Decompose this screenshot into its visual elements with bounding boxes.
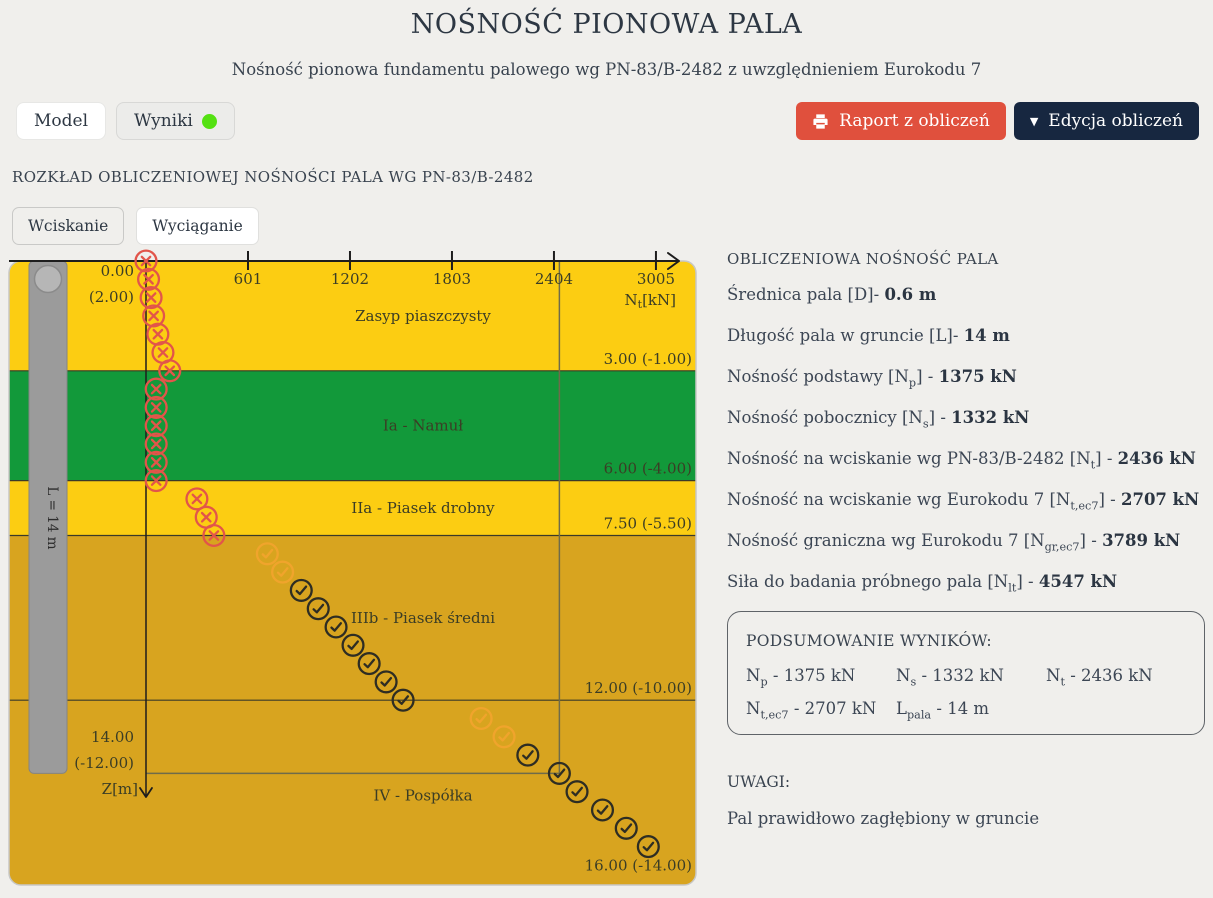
depth-boundary-label: 3.00 (-1.00)	[603, 349, 692, 368]
notes-text: Pal prawidłowo zagłębiony w gruncie	[727, 809, 1040, 828]
summary-box	[727, 611, 1205, 735]
depth-boundary-label: 16.00 (-14.00)	[584, 856, 692, 875]
x-tick-label: 1803	[432, 270, 472, 288]
layer-name-label: Zasyp piaszczysty	[355, 306, 491, 325]
depth-boundary-label: 6.00 (-4.00)	[603, 459, 692, 478]
x-tick-label: 601	[233, 270, 263, 288]
layer-name-label: Ia - Namuł	[382, 416, 464, 435]
z-axis-title: Z[m]	[101, 780, 138, 798]
tab-wyniki-label: Wyniki	[134, 111, 193, 131]
pile-length-label: L = 14 m	[44, 486, 60, 550]
printer-icon	[812, 113, 829, 130]
mode-tabs	[12, 207, 259, 245]
capacity-distribution-chart	[8, 248, 697, 894]
result-row: Długość pala w gruncie [L]- 14 m	[727, 326, 1010, 345]
summary-item: $N_s - 1332$ kN	[896, 666, 1004, 689]
pile	[29, 261, 67, 773]
summary-item: $L_{pala} - 14$ m	[896, 699, 990, 722]
summary-item: $N_p - 1375$ kN	[746, 666, 856, 689]
tab-model-label: Model	[34, 111, 89, 131]
depth-boundary-label: 7.50 (-5.50)	[603, 514, 692, 533]
report-button[interactable]	[796, 102, 1006, 140]
pile-drag-handle[interactable]	[35, 266, 62, 293]
result-row: Nośność na wciskanie wg PN-83/B-2482 $[N_t] - 2436$ kN	[727, 449, 1196, 472]
result-row: Nośność pobocznicy $[N_s] - 1332$ kN	[727, 408, 1030, 431]
tab-wyniki[interactable]	[116, 102, 235, 140]
caret-down-icon: ▼	[1029, 114, 1039, 128]
notes-heading: UWAGI:	[727, 773, 791, 791]
summary-heading: PODSUMOWANIE WYNIKÓW:	[746, 632, 992, 650]
section-heading: ROZKŁAD OBLICZENIOWEJ NOŚNOŚCI PALA WG PN-83/B-2482	[12, 168, 534, 186]
toolbar	[16, 102, 1199, 140]
ground-elevation-label: (2.00)	[88, 288, 134, 306]
x-axis-title: $N_t[kN]$	[624, 291, 676, 311]
x-tick-label: 2404	[534, 270, 574, 288]
action-buttons	[796, 102, 1199, 140]
report-button-label: Raport z obliczeń	[839, 111, 990, 131]
result-row: Nośność na wciskanie wg Eurokodu 7 $[N_{t,ec7}] - 2707$ kN	[727, 490, 1200, 513]
summary-grid	[746, 666, 1186, 722]
pile-tip-elevation-label: (-12.00)	[74, 754, 134, 772]
summary-item: $N_t - 2436$ kN	[1046, 666, 1153, 689]
tab-model[interactable]	[16, 102, 106, 140]
layer-name-label: IIIb - Piasek średni	[350, 608, 496, 627]
ground-depth-label: 0.00	[100, 262, 134, 280]
edit-button-label: Edycja obliczeń	[1048, 111, 1183, 131]
page-title: NOŚNOŚĆ PIONOWA PALA	[410, 9, 803, 40]
layer-name-label: IV - Pospółka	[373, 786, 473, 805]
result-row: Nośność graniczna wg Eurokodu 7 $[N_{gr,ec7}] - 3789$ kN	[727, 531, 1181, 554]
page-subtitle: Nośność pionowa fundamentu palowego wg PN-83/B-2482 z uwzględnieniem Eurokodu 7	[231, 60, 982, 79]
depth-boundary-label: 12.00 (-10.00)	[584, 679, 692, 698]
result-row: Siła do badania próbnego pala $[N_{lt}] - 4547$ kN	[727, 572, 1118, 595]
tab-wciskanie[interactable]: Wciskanie	[12, 207, 124, 245]
x-tick-label: 1202	[330, 270, 370, 288]
results-heading: OBLICZENIOWA NOŚNOŚĆ PALA	[727, 250, 999, 268]
results-rows	[727, 283, 1205, 594]
result-row: Średnica pala [D]- 0.6 m	[727, 285, 937, 304]
results-panel	[727, 250, 1205, 828]
pile-tip-depth-label: 14.00	[91, 728, 134, 746]
edit-calculations-button[interactable]	[1014, 102, 1199, 140]
summary-item: $N_{t,ec7} - 2707$ kN	[746, 699, 877, 722]
results-ready-indicator	[202, 114, 217, 129]
result-row: Nośność podstawy $[N_p] - 1375$ kN	[727, 367, 1017, 390]
view-tabs	[16, 102, 235, 140]
layer-name-label: IIa - Piasek drobny	[351, 499, 495, 518]
tab-wyciaganie[interactable]: Wyciąganie	[136, 207, 259, 245]
x-tick-label: 3005	[636, 270, 676, 288]
